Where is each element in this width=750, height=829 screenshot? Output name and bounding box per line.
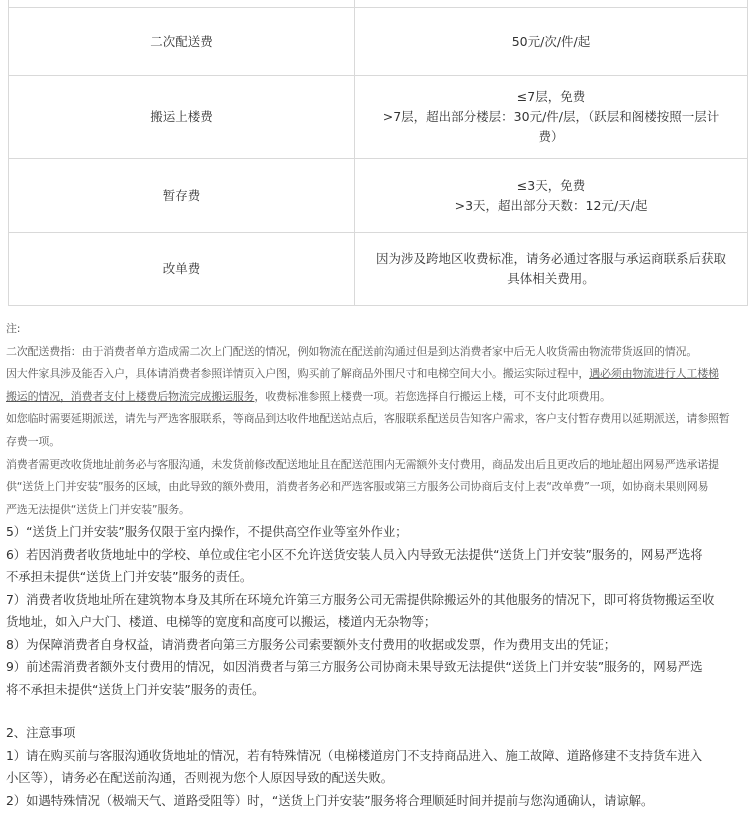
- fee-value-line: ≤3天，免费: [516, 177, 586, 193]
- fee-value-line: 具体相关费用。: [507, 271, 595, 286]
- note-line: 二次配送费指：由于消费者单方造成需二次上门配送的情况，例如物流在配送前沟通过但是到达消费者家中后无人收货需由物流带货返回的情况。: [6, 344, 698, 358]
- note-line: [6, 363, 746, 386]
- fee-value-line: >3天，超出部分天数：12元/天/起: [454, 197, 648, 213]
- underlined-note: 搬运的情况，消费者支付上楼费后物流完成搬运服务: [6, 389, 255, 403]
- notice-line: 2）如遇特殊情况（极端天气、道路受阻等）时，“送货上门并安装”服务将合理顺延时间并提前与您沟通确认，请谅解。: [6, 792, 654, 808]
- table-row: [9, 233, 748, 306]
- fee-value: [355, 76, 748, 159]
- fee-value: [355, 8, 748, 76]
- rule-line: 货地址，如入户大门、楼道、电梯等的宽度和高度可以搬运，楼道内无杂物等；: [6, 614, 437, 630]
- fee-name: 暂存费: [9, 159, 355, 233]
- note-line: 如您临时需要延期派送，请先与严选客服联系，等商品到达收件地配送站点后，客服联系配送员告知客户需求，客户支付暂存费用以延期派送，请参照暂: [6, 412, 730, 426]
- underlined-note: 遇必须由物流进行人工楼梯: [589, 367, 719, 381]
- rule-line: 6）若因消费者收货地址中的学校、单位或住宅小区不允许送货安装人员入内导致无法提供“送货上门并安装”服务的，网易严选将: [6, 546, 703, 562]
- note-text: 因大件家具涉及能否入户，具体请消费者参照详情页入户图，购买前了解商品外围尺寸和电梯空间大小。搬运实际过程中，: [6, 367, 590, 381]
- fee-name: 改单费: [9, 233, 355, 306]
- note-text: ，收费标准参照上楼费一项。若您选择自行搬运上楼，可不支付此项费用。: [254, 389, 611, 403]
- notes-heading: 注:: [6, 322, 21, 335]
- note-line: [6, 386, 746, 409]
- fee-value-line: 费）: [538, 129, 564, 144]
- note-line: 严选无法提供“送货上门并安装”服务。: [6, 502, 190, 516]
- notes-section: [6, 318, 746, 812]
- fee-value: [355, 0, 748, 8]
- fee-value: [355, 233, 748, 306]
- table-row: [9, 0, 748, 8]
- rule-line: 9）前述需消费者额外支付费用的情况，如因消费者与第三方服务公司协商未果导致无法提供“送货上门并安装”服务的，网易严选: [6, 659, 703, 675]
- rule-line: 7）消费者收货地址所在建筑物本身及其所在环境允许第三方服务公司无需提供除搬运外的其他服务的情况下，即可将货物搬运至收: [6, 591, 715, 607]
- note-line: 供“送货上门并安装”服务的区域，由此导致的额外费用，消费者务必和严选客服或第三方服务公司协商后支付上表“改单费”一项，如协商未果则网易: [6, 480, 709, 494]
- table-row: [9, 8, 748, 76]
- rule-line: 将不承担未提供“送货上门并安装”服务的责任。: [6, 681, 265, 697]
- section-title: 2、注意事项: [6, 725, 76, 741]
- fee-name: [9, 0, 355, 8]
- rule-line: 不承担未提供“送货上门并安装”服务的责任。: [6, 569, 253, 585]
- fee-name: 二次配送费: [9, 8, 355, 76]
- note-line: 存费一项。: [6, 434, 60, 448]
- fee-value-line: 50元/次/件/起: [511, 33, 591, 49]
- fee-name: 搬运上楼费: [9, 76, 355, 159]
- note-line: 消费者需更改收货地址前务必与客服沟通，未发货前修改配送地址且在配送范围内无需额外支付费用，商品发出后且更改后的地址超出网易严选承诺提: [6, 457, 719, 471]
- rule-line: 5）“送货上门并安装”服务仅限于室内操作，不提供高空作业等室外作业；: [6, 524, 408, 540]
- rule-line: 8）为保障消费者自身权益，请消费者向第三方服务公司索要额外支付费用的收据或发票，作为费用支出的凭证；: [6, 636, 617, 652]
- fee-value-line: 因为涉及跨地区收费标准，请务必通过客服与承运商联系后获取: [375, 251, 726, 266]
- table-row: [9, 76, 748, 159]
- spacer: [6, 701, 746, 722]
- fee-table: [8, 0, 748, 306]
- fee-value-line: >7层，超出部分楼层：30元/件/层，（跃层和阁楼按照一层计: [382, 109, 720, 124]
- fee-value: [355, 159, 748, 233]
- notice-line: 小区等），请务必在配送前沟通，否则视为您个人原因导致的配送失败。: [6, 770, 394, 786]
- fee-value-line: ≤7层，免费: [516, 89, 586, 104]
- table-row: [9, 159, 748, 233]
- notice-line: 1）请在购买前与客服沟通收货地址的情况，若有特殊情况（电梯楼道房门不支持商品进入、施工故障、道路修建不支持货车进入: [6, 747, 703, 763]
